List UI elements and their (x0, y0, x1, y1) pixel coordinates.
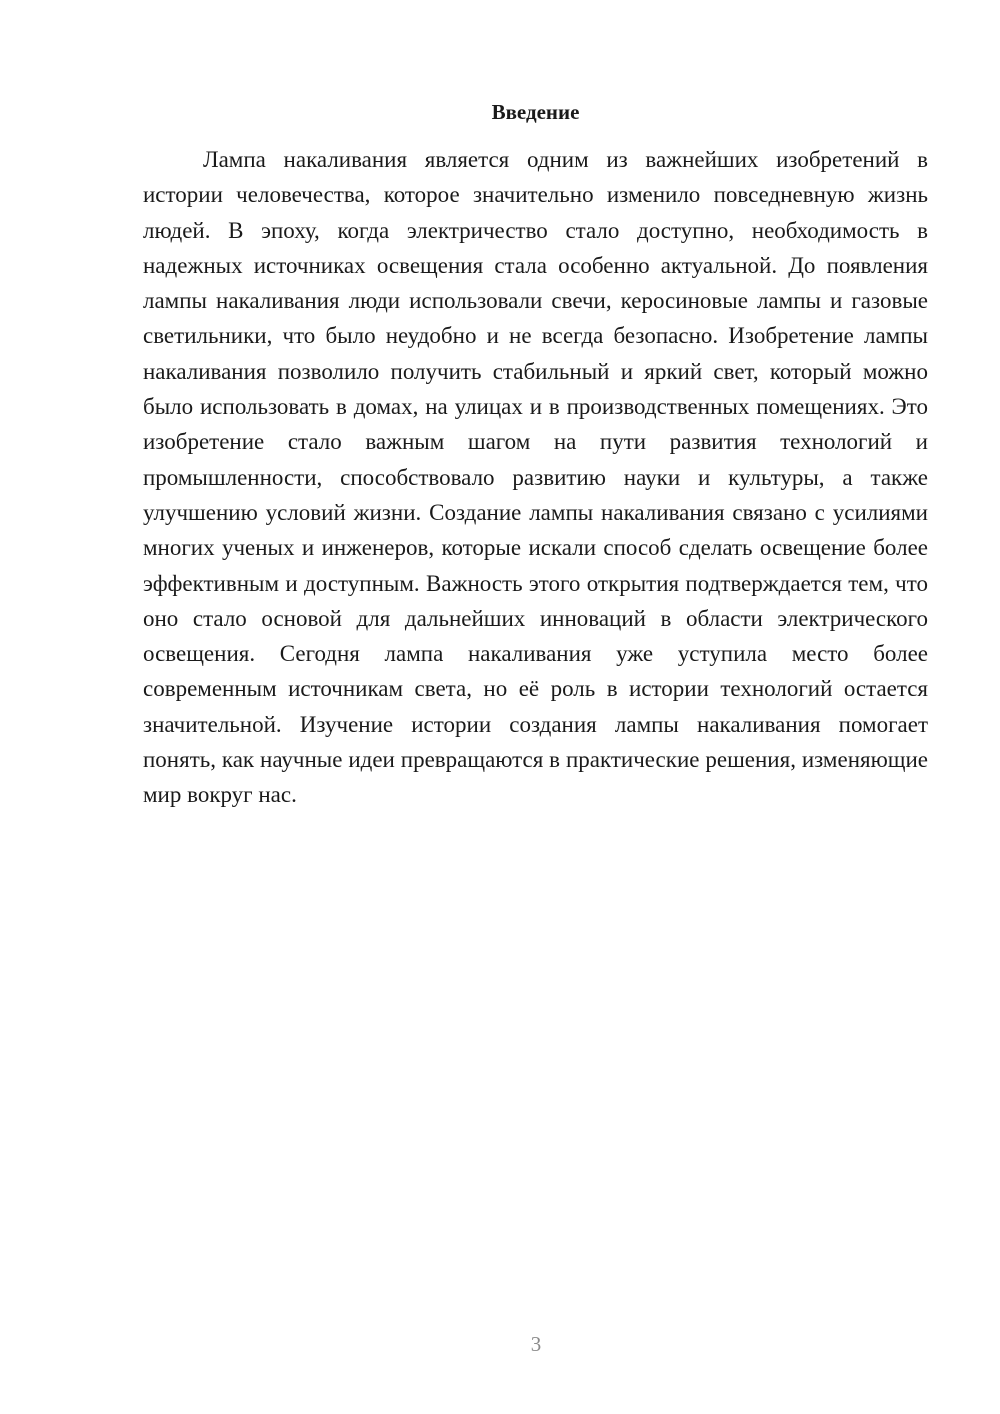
section-heading: Введение (491, 100, 580, 124)
page-number: 3 (530, 1332, 542, 1356)
body-paragraph: Лампа накаливания является одним из важнейших изобретений в истории человечества, которое значительно изменило повседневную жизнь людей. В эпоху, когда электричество стало доступно, необходимость в надежных источниках освещения стала особенно актуальной. До появления лампы накаливания люди использовали свечи, керосиновые лампы и газовые светильники, что было неудобно и не всегда безопасно. Изобретение лампы накаливания позволило получить стабильный и яркий свет, который можно было использовать в домах, на улицах и в производственных помещениях. Это изобретение стало важным шагом на пути развития технологий и промышленности, способствовало развитию науки и культуры, а также улучшению условий жизни. Создание лампы накаливания связано с усилиями многих ученых и инженеров, которые искали способ сделать освещение более эффективным и доступным. Важность этого открытия подтверждается тем, что оно стало основой для дальнейших инноваций в области электрического освещения. Сегодня лампа накаливания уже уступила место более современным источникам света, но её роль в истории технологий остается значительной. Изучение истории создания лампы накаливания помогает понять, как научные идеи превращаются в практические решения, изменяющие мир вокруг нас. (143, 147, 928, 808)
